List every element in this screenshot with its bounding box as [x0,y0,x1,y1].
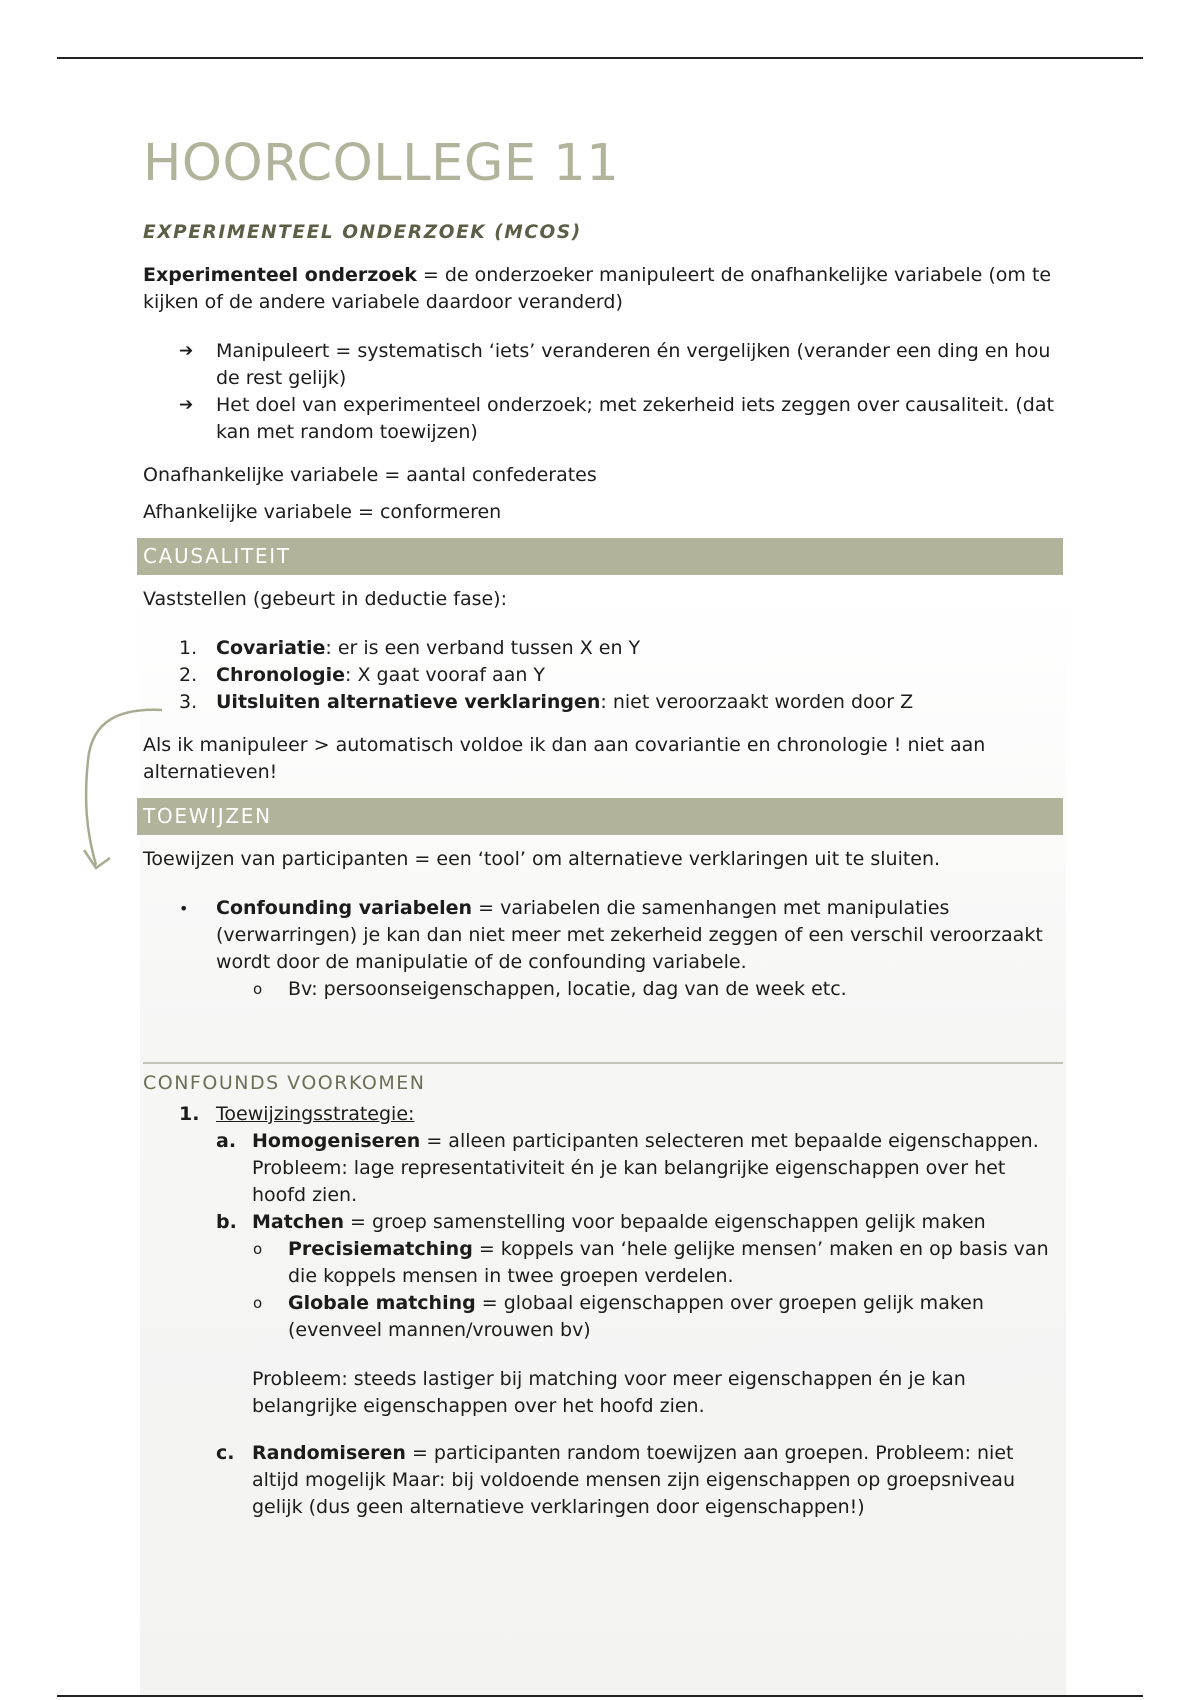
document-page [143,134,1063,1521]
list-term: Confounding variabelen [216,897,473,919]
causaliteit-intro: Vaststellen (gebeurt in deductie fase): [143,588,507,610]
list-item-text: Het doel van experimenteel onderzoek; met zekerheid iets zeggen over causaliteit. (dat kan met random toewijzen) [216,394,1054,443]
causaliteit-note: Als ik manipuleer > automatisch voldoe ik dan aan covariantie en chronologie ! niet aan alternatieven! [143,734,986,783]
circle-bullet-icon: o [253,980,263,998]
dependent-variable: Afhankelijke variabele = conformeren [143,501,502,523]
list-term: Chronologie [216,664,346,686]
list-letter: c. [216,1442,235,1464]
matching-problem: Probleem: steeds lastiger bij matching voor meer eigenschappen én je kan belangrijke eigenschappen over het hoofd zien. [252,1368,966,1417]
list-term: Covariatie [216,637,326,659]
list-term: Matchen [252,1211,345,1233]
list-letter: b. [216,1211,237,1233]
list-item-text: : niet veroorzaakt worden door Z [600,691,914,713]
list-item [143,1440,1063,1521]
list-item [143,895,1063,976]
list-item-text: = koppels van ‘hele gelijke mensen’ maken en op basis van die koppels mensen in twee groepen verdelen. [288,1238,1049,1287]
list-item-text: = alleen participanten selecteren met bepaalde eigenschappen. Probleem: lage representativiteit én je kan belangrijke eigenschappen over het hoofd zien. [252,1130,1039,1206]
list-item [143,689,1063,716]
section-divider [143,1062,1063,1064]
list-item [143,1209,1063,1236]
list-item-text: = participanten random toewijzen aan groepen. Probleem: niet altijd mogelijk Maar: bij voldoende mensen zijn eigenschappen op groepsniveau gelijk (dus geen alternatieve verklaringen door eigenschappen!) [252,1442,1015,1518]
list-item-text: : er is een verband tussen X en Y [325,637,641,659]
list-item [143,338,1063,392]
list-term: Uitsluiten alternatieve verklaringen [216,691,601,713]
list-item [143,635,1063,662]
definition-term: Experimenteel onderzoek [143,264,417,286]
definition-text: = de onderzoeker manipuleert de onafhankelijke variabele (om te kijken of de andere variabele daardoor veranderd) [143,264,1052,313]
list-item-text: = groep samenstelling voor bepaalde eigenschappen gelijk maken [344,1211,986,1233]
page-subtitle: EXPERIMENTEEL ONDERZOEK (MCOS) [143,222,582,243]
list-number: 1. [179,637,198,659]
top-rule [57,57,1143,59]
arrow-list [143,338,1063,446]
list-number: 3. [179,691,198,713]
section-heading-toewijzen: TOEWIJZEN [137,798,1063,835]
list-term: Randomiseren [252,1442,406,1464]
section-heading-causaliteit: CAUSALITEIT [137,538,1063,575]
list-item [143,1101,1063,1128]
list-term: Globale matching [288,1292,476,1314]
page-title: HOORCOLLEGE 11 [143,134,620,193]
list-letter: a. [216,1130,237,1152]
list-item [143,662,1063,689]
confounds-list [143,1101,1063,1128]
list-item-text: = globaal eigenschappen over groepen gelijk maken (evenveel mannen/vrouwen bv) [288,1292,984,1341]
list-number: 1. [179,1103,200,1125]
sub-list-item [143,1290,1063,1344]
circle-bullet-icon: o [253,1240,263,1258]
list-item-text: Manipuleert = systematisch ‘iets’ veranderen én vergelijken (verander een ding en hou de rest gelijk) [216,340,1051,389]
arrow-right-icon: ➔ [179,395,194,415]
definition-paragraph [143,262,1063,316]
sub-list-item [143,976,1063,1003]
arrow-right-icon: ➔ [179,341,194,361]
list-item [143,392,1063,446]
causaliteit-list [143,635,1063,716]
independent-variable: Onafhankelijke variabele = aantal confederates [143,464,597,486]
strategy-label: Toewijzingsstrategie: [216,1103,415,1125]
toewijzen-list [143,895,1063,976]
list-number: 2. [179,664,198,686]
list-item [143,1128,1063,1209]
list-item-text: = variabelen die samenhangen met manipulaties (verwarringen) je kan dan niet meer met zekerheid zeggen of een verschil veroorzaakt wordt door de manipulatie of de confounding variabele. [216,897,1043,973]
list-term: Precisiematching [288,1238,473,1260]
sub-list-item [143,1236,1063,1290]
list-item-text: : X gaat vooraf aan Y [345,664,546,686]
section-heading-confounds: CONFOUNDS VOORKOMEN [143,1072,426,1094]
list-term: Homogeniseren [252,1130,421,1152]
list-item-text: Bv: persoonseigenschappen, locatie, dag van de week etc. [288,978,847,1000]
circle-bullet-icon: o [253,1294,263,1312]
bullet-icon: • [179,899,189,918]
toewijzen-intro: Toewijzen van participanten = een ‘tool’ om alternatieve verklaringen uit te sluiten. [143,848,941,870]
bottom-rule [57,1695,1143,1697]
